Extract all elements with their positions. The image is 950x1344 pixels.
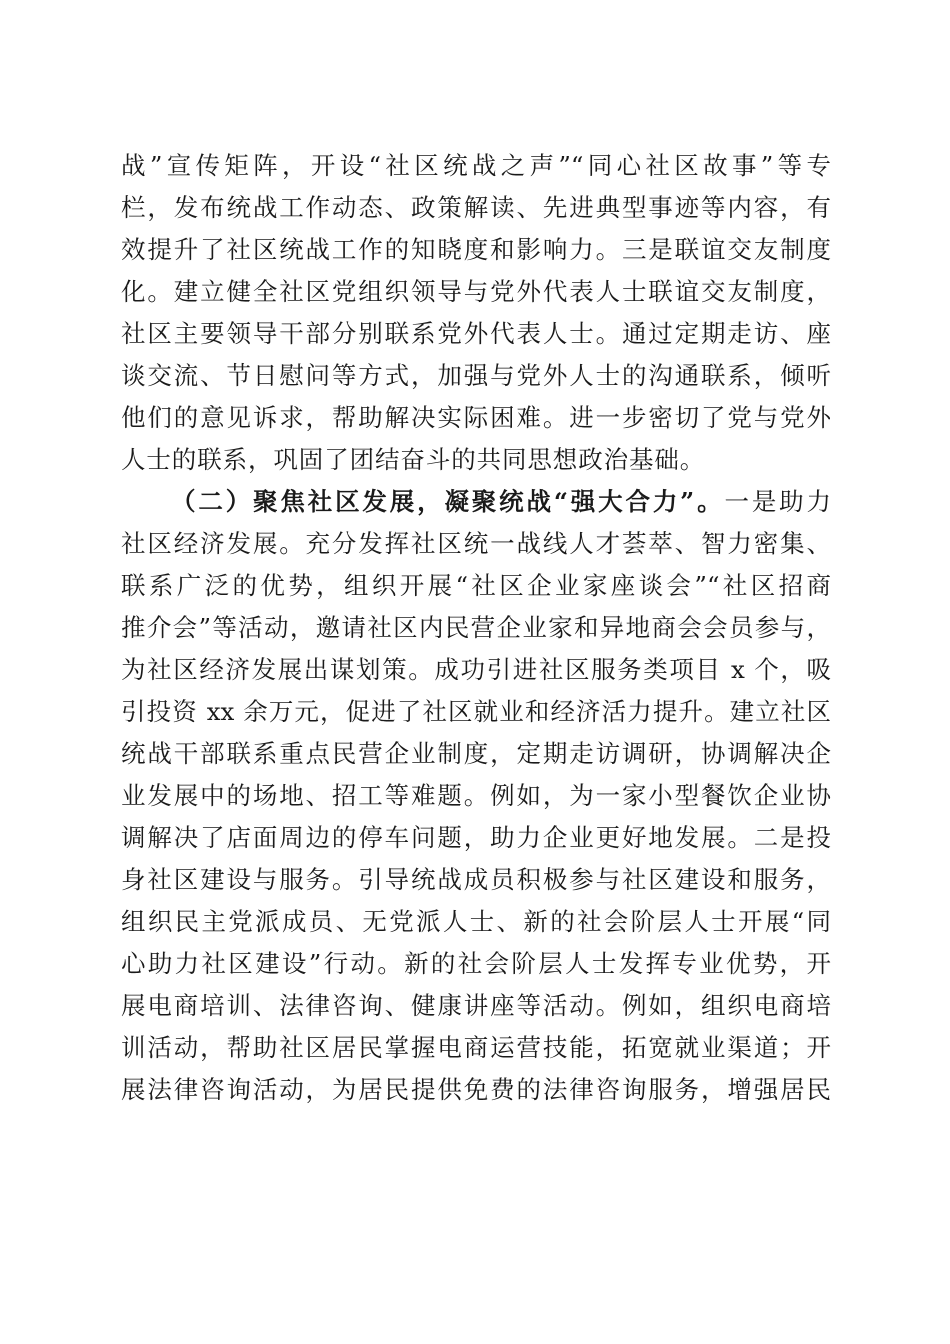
text-line: 他们的意见诉求，帮助解决实际困难。进一步密切了党与党外 [121, 403, 831, 432]
text-line: 心助力社区建设”行动。新的社会阶层人士发挥专业优势，开 [121, 949, 831, 978]
text-line: 联系广泛的优势，组织开展“社区企业家座谈会”“社区招商 [121, 571, 831, 600]
text-line: 身社区建设与服务。引导统战成员积极参与社区建设和服务， [121, 865, 831, 894]
text-line: 效提升了社区统战工作的知晓度和影响力。三是联谊交友制度 [121, 235, 831, 264]
text-line: 战”宣传矩阵，开设“社区统战之声”“同心社区故事”等专 [121, 151, 831, 180]
text-line: 调解决了店面周边的停车问题，助力企业更好地发展。二是投 [121, 823, 831, 852]
text-line: 栏，发布统战工作动态、政策解读、先进典型事迹等内容，有 [121, 193, 831, 222]
body-text [121, 145, 831, 1111]
text-line: 谈交流、节日慰问等方式，加强与党外人士的沟通联系，倾听 [121, 361, 831, 390]
text-line: 展电商培训、法律咨询、健康讲座等活动。例如，组织电商培 [121, 991, 831, 1020]
text-line: 展法律咨询活动，为居民提供免费的法律咨询服务，增强居民 [121, 1075, 831, 1104]
text-line: 为社区经济发展出谋划策。成功引进社区服务类项目 x 个，吸 [121, 655, 831, 684]
paragraph-2-first-line [121, 481, 831, 523]
heading-continuation: 一是助力 [724, 487, 832, 516]
text-line: 人士的联系，巩固了团结奋斗的共同思想政治基础。 [121, 445, 706, 474]
text-line: 社区主要领导干部分别联系党外代表人士。通过定期走访、座 [121, 319, 831, 348]
text-line: 组织民主党派成员、无党派人士、新的社会阶层人士开展“同 [121, 907, 831, 936]
text-line: 业发展中的场地、招工等难题。例如，为一家小型餐饮企业协 [121, 781, 831, 810]
text-line: 训活动，帮助社区居民掌握电商运营技能，拓宽就业渠道；开 [121, 1033, 831, 1062]
text-line: 社区经济发展。充分发挥社区统一战线人才荟萃、智力密集、 [121, 529, 831, 558]
section-heading: （二）聚焦社区发展，凝聚统战“强大合力”。 [171, 487, 725, 516]
paragraph-1 [121, 145, 831, 481]
text-line: 统战干部联系重点民营企业制度，定期走访调研，协调解决企 [121, 739, 831, 768]
paragraph-2 [121, 481, 831, 1111]
text-line: 化。建立健全社区党组织领导与党外代表人士联谊交友制度， [121, 277, 831, 306]
text-line: 引投资 xx 余万元，促进了社区就业和经济活力提升。建立社区 [121, 697, 831, 726]
text-line: 推介会”等活动，邀请社区内民营企业家和异地商会会员参与， [121, 613, 831, 642]
